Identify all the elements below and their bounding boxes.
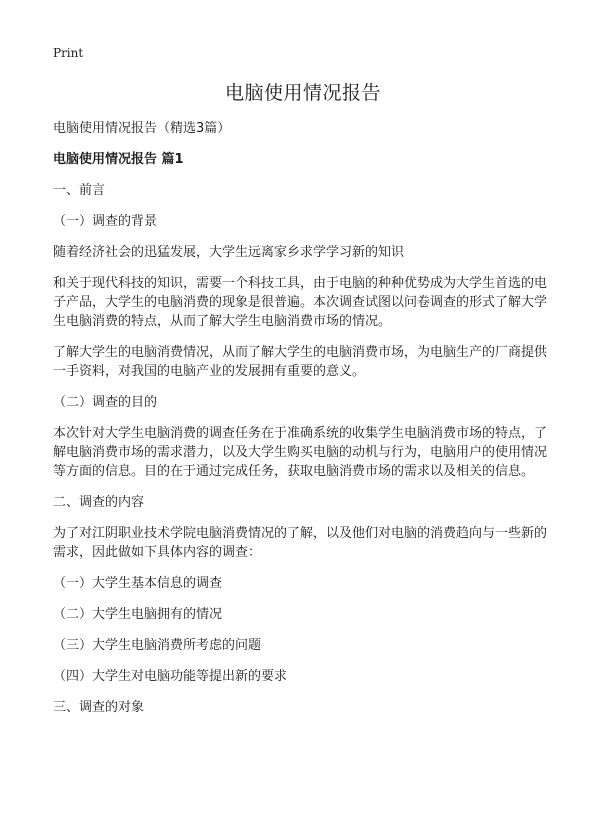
- heading-preface: 一、前言: [53, 183, 106, 198]
- list-item: （三）大学生电脑消费所考虑的问题: [53, 638, 262, 653]
- heading-content: 二、调查的内容: [53, 495, 145, 510]
- document-body: [53, 78, 553, 729]
- paragraph: 了解大学生的电脑消费情况，从而了解大学生的电脑消费市场，为电脑生产的厂商提供一手资料，对我国的电脑产业的发展拥有重要的意义。: [53, 345, 548, 379]
- subheading-purpose: （二）调查的目的: [53, 395, 158, 410]
- section-heading-part1: 电脑使用情况报告 篇1: [53, 152, 184, 167]
- paragraph: 为了对江阴职业技术学院电脑消费情况的了解，以及他们对电脑的消费趋向与一些新的需求，因此做如下具体内容的调查：: [53, 526, 548, 560]
- paragraph: 和关于现代科技的知识，需要一个科技工具，由于电脑的种种优势成为大学生首选的电子产品，大学生的电脑消费的现象是很普遍。本次调查试图以问卷调查的形式了解大学生电脑消费的特点，从而了解大学生电脑消费市场的情况。: [53, 276, 548, 329]
- document-subtitle: 电脑使用情况报告（精选3篇）: [53, 121, 231, 136]
- paragraph: 随着经济社会的迅猛发展，大学生远离家乡求学学习新的知识: [53, 245, 405, 260]
- paragraph: 本次针对大学生电脑消费的调查任务在于准确系统的收集学生电脑消费市场的特点，了解电脑消费市场的需求潜力，以及大学生购买电脑的动机与行为，电脑用户的使用情况等方面的信息。目的在于通过完成任务，获取电脑消费市场的需求以及相关的信息。: [53, 426, 548, 479]
- list-item: （一）大学生基本信息的调查: [53, 576, 223, 591]
- list-item: （四）大学生对电脑功能等提出新的要求: [53, 669, 288, 684]
- list-item: （二）大学生电脑拥有的情况: [53, 607, 223, 622]
- print-label: Print: [53, 46, 84, 60]
- heading-subjects: 三、调查的对象: [53, 700, 145, 715]
- subheading-background: （一）调查的背景: [53, 214, 158, 229]
- document-title: 电脑使用情况报告: [224, 82, 381, 104]
